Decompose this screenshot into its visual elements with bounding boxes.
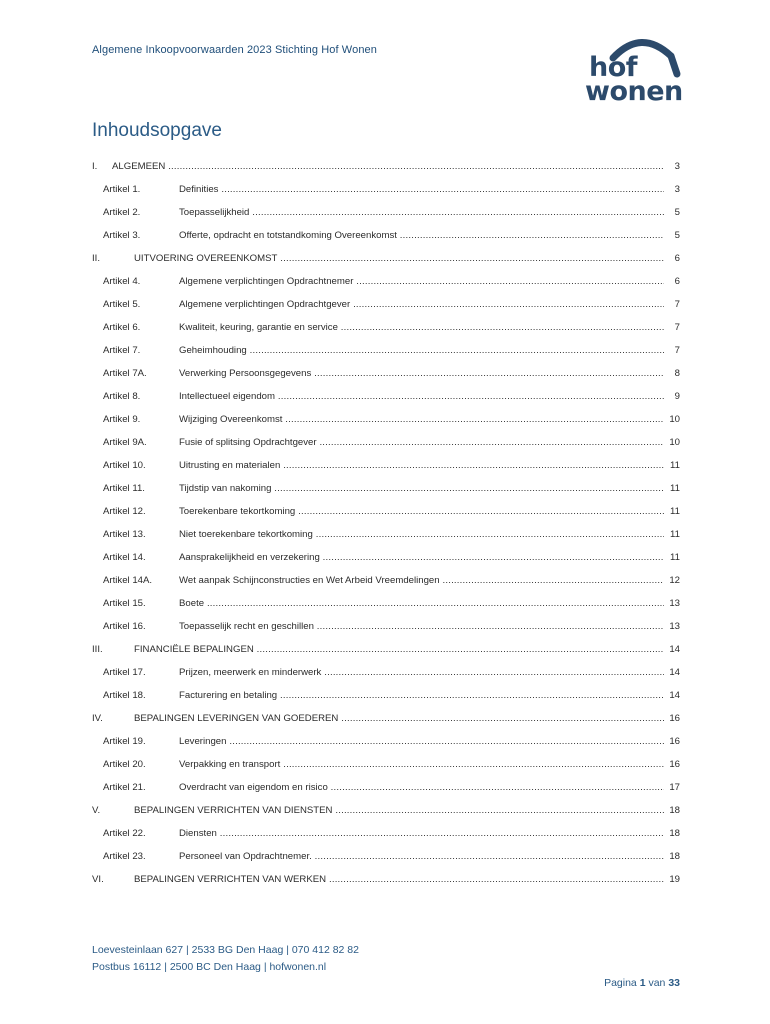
toc-entry-page: 14 xyxy=(664,644,680,655)
toc-entry-title[interactable]: Wijziging Overeenkomst ..... xyxy=(179,414,666,425)
toc-entry-number: Artikel 21. xyxy=(103,782,146,793)
toc-entry-title[interactable]: Fusie of splitsing Opdrachtgever ..... xyxy=(179,437,666,448)
toc-entry-number: Artikel 1. xyxy=(103,184,141,195)
toc-entry-number: Artikel 8. xyxy=(103,391,141,402)
table-of-contents xyxy=(92,157,680,893)
toc-entry-title[interactable]: Verpakking en transport ..... xyxy=(179,759,666,770)
toc-entry-title[interactable]: Definities ..... xyxy=(179,184,666,195)
toc-entry-page: 7 xyxy=(664,345,680,356)
toc-article-row[interactable] xyxy=(92,847,680,870)
toc-article-row[interactable] xyxy=(92,617,680,640)
toc-entry-page: 11 xyxy=(664,552,680,563)
toc-entry-title[interactable]: Boete ..... xyxy=(179,598,666,609)
toc-article-row[interactable] xyxy=(92,410,680,433)
toc-article-row[interactable] xyxy=(92,755,680,778)
toc-entry-page: 11 xyxy=(664,506,680,517)
toc-entry-title[interactable]: Overdracht van eigendom en risico ..... xyxy=(179,782,666,793)
toc-entry-page: 18 xyxy=(664,851,680,862)
toc-entry-page: 14 xyxy=(664,690,680,701)
toc-entry-title[interactable]: ALGEMEEN ..... xyxy=(112,161,666,172)
toc-entry-page: 10 xyxy=(664,414,680,425)
toc-entry-title[interactable]: Uitrusting en materialen ..... xyxy=(179,460,666,471)
toc-entry-title[interactable]: BEPALINGEN VERRICHTEN VAN WERKEN ..... xyxy=(134,874,666,885)
toc-entry-number: Artikel 14A. xyxy=(103,575,153,586)
toc-entry-page: 11 xyxy=(664,483,680,494)
page-number-separator: van xyxy=(648,977,666,989)
toc-entry-page: 3 xyxy=(664,184,680,195)
toc-article-row[interactable] xyxy=(92,364,680,387)
toc-entry-number: Artikel 6. xyxy=(103,322,141,333)
toc-entry-title[interactable]: Leveringen ..... xyxy=(179,736,666,747)
toc-entry-title[interactable]: Verwerking Persoonsgegevens ..... xyxy=(179,368,666,379)
toc-entry-title[interactable]: Diensten ..... xyxy=(179,828,666,839)
toc-entry-number: Artikel 4. xyxy=(103,276,141,287)
toc-entry-title[interactable]: Facturering en betaling ..... xyxy=(179,690,666,701)
toc-article-row[interactable] xyxy=(92,479,680,502)
toc-section-row[interactable] xyxy=(92,870,680,893)
toc-entry-title[interactable]: Toepasselijk recht en geschillen ..... xyxy=(179,621,666,632)
toc-article-row[interactable] xyxy=(92,318,680,341)
toc-entry-title[interactable]: UITVOERING OVEREENKOMST ..... xyxy=(134,253,666,264)
toc-entry-title[interactable]: BEPALINGEN VERRICHTEN VAN DIENSTEN ..... xyxy=(134,805,666,816)
page-number-prefix: Pagina xyxy=(604,977,637,989)
toc-entry-number: VI. xyxy=(92,874,104,885)
toc-entry-number: Artikel 7A. xyxy=(103,368,147,379)
toc-entry-page: 16 xyxy=(664,736,680,747)
toc-entry-number: Artikel 12. xyxy=(103,506,146,517)
toc-entry-page: 18 xyxy=(664,805,680,816)
toc-article-row[interactable] xyxy=(92,663,680,686)
toc-entry-number: Artikel 2. xyxy=(103,207,141,218)
toc-section-row[interactable] xyxy=(92,801,680,824)
toc-article-row[interactable] xyxy=(92,272,680,295)
document-header-title: Algemene Inkoopvoorwaarden 2023 Stichting Hof Wonen xyxy=(92,44,377,56)
toc-entry-page: 5 xyxy=(664,207,680,218)
toc-entry-number: Artikel 16. xyxy=(103,621,146,632)
toc-section-row[interactable] xyxy=(92,640,680,663)
footer-address xyxy=(92,942,359,976)
toc-entry-number: V. xyxy=(92,805,101,816)
toc-entry-page: 7 xyxy=(664,322,680,333)
toc-article-row[interactable] xyxy=(92,732,680,755)
toc-entry-number: Artikel 10. xyxy=(103,460,146,471)
toc-article-row[interactable] xyxy=(92,341,680,364)
toc-entry-page: 6 xyxy=(664,276,680,287)
toc-article-row[interactable] xyxy=(92,203,680,226)
toc-entry-page: 14 xyxy=(664,667,680,678)
toc-entry-page: 16 xyxy=(664,713,680,724)
toc-entry-number: Artikel 23. xyxy=(103,851,146,862)
toc-article-row[interactable] xyxy=(92,433,680,456)
toc-entry-number: Artikel 14. xyxy=(103,552,146,563)
toc-entry-title[interactable]: Tijdstip van nakoming ..... xyxy=(179,483,666,494)
toc-entry-page: 13 xyxy=(664,598,680,609)
page-number-current: 1 xyxy=(639,977,646,989)
toc-entry-title[interactable]: Aansprakelijkheid en verzekering ..... xyxy=(179,552,666,563)
toc-entry-number: Artikel 13. xyxy=(103,529,146,540)
toc-article-row[interactable] xyxy=(92,456,680,479)
toc-entry-page: 17 xyxy=(664,782,680,793)
toc-entry-page: 18 xyxy=(664,828,680,839)
toc-entry-title[interactable]: Offerte, opdracht en totstandkoming Overeenkomst ..... xyxy=(179,230,666,241)
footer-line-postal-address: Postbus 16112 | 2500 BC Den Haag | hofwonen.nl xyxy=(92,961,327,973)
toc-entry-title[interactable]: Personeel van Opdrachtnemer. ..... xyxy=(179,851,666,862)
toc-entry-title[interactable]: Prijzen, meerwerk en minderwerk ..... xyxy=(179,667,666,678)
toc-entry-number: Artikel 20. xyxy=(103,759,146,770)
toc-article-row[interactable] xyxy=(92,295,680,318)
toc-entry-page: 8 xyxy=(664,368,680,379)
toc-entry-number: Artikel 3. xyxy=(103,230,141,241)
toc-article-row[interactable] xyxy=(92,387,680,410)
page-title: Inhoudsopgave xyxy=(92,120,222,141)
toc-article-row[interactable] xyxy=(92,502,680,525)
toc-entry-number: Artikel 18. xyxy=(103,690,146,701)
toc-entry-title[interactable]: Wet aanpak Schijnconstructies en Wet Arbeid Vreemdelingen ..... xyxy=(179,575,666,586)
toc-entry-page: 7 xyxy=(664,299,680,310)
toc-article-row[interactable] xyxy=(92,548,680,571)
toc-entry-number: III. xyxy=(92,644,103,655)
toc-entry-title[interactable]: FINANCIËLE BEPALINGEN ..... xyxy=(134,644,666,655)
toc-entry-page: 3 xyxy=(664,161,680,172)
toc-article-row[interactable] xyxy=(92,226,680,249)
hof-wonen-logo xyxy=(583,34,683,106)
toc-article-row[interactable] xyxy=(92,778,680,801)
toc-entry-page: 16 xyxy=(664,759,680,770)
toc-article-row[interactable] xyxy=(92,571,680,594)
toc-article-row[interactable] xyxy=(92,180,680,203)
toc-entry-title[interactable]: Toerekenbare tekortkoming ..... xyxy=(179,506,666,517)
toc-section-row[interactable] xyxy=(92,249,680,272)
toc-entry-title[interactable]: BEPALINGEN LEVERINGEN VAN GOEDEREN ..... xyxy=(134,713,666,724)
logo-word-hof: hof xyxy=(589,52,638,83)
toc-entry-number: Artikel 5. xyxy=(103,299,141,310)
page-number xyxy=(604,977,680,989)
toc-entry-page: 9 xyxy=(664,391,680,402)
toc-entry-page: 13 xyxy=(664,621,680,632)
toc-entry-number: Artikel 11. xyxy=(103,483,145,494)
toc-entry-number: Artikel 7. xyxy=(103,345,141,356)
toc-entry-page: 19 xyxy=(664,874,680,885)
toc-entry-title[interactable]: Kwaliteit, keuring, garantie en service ..... xyxy=(179,322,666,333)
toc-entry-page: 12 xyxy=(664,575,680,586)
toc-entry-number: IV. xyxy=(92,713,103,724)
toc-entry-number: II. xyxy=(92,253,100,264)
toc-entry-number: I. xyxy=(92,161,98,172)
toc-entry-title[interactable]: Toepasselijkheid ..... xyxy=(179,207,666,218)
toc-entry-number: Artikel 17. xyxy=(103,667,146,678)
toc-entry-title[interactable]: Intellectueel eigendom ..... xyxy=(179,391,666,402)
toc-entry-title[interactable]: Algemene verplichtingen Opdrachtgever ..... xyxy=(179,299,666,310)
toc-entry-page: 6 xyxy=(664,253,680,264)
toc-entry-title[interactable]: Niet toerekenbare tekortkoming ..... xyxy=(179,529,666,540)
toc-entry-page: 11 xyxy=(664,460,680,471)
toc-entry-number: Artikel 15. xyxy=(103,598,146,609)
toc-entry-page: 10 xyxy=(664,437,680,448)
toc-entry-title[interactable]: Algemene verplichtingen Opdrachtnemer ..... xyxy=(179,276,666,287)
toc-entry-number: Artikel 19. xyxy=(103,736,146,747)
toc-article-row[interactable] xyxy=(92,824,680,847)
toc-entry-page: 11 xyxy=(664,529,680,540)
toc-entry-title[interactable]: Geheimhouding ..... xyxy=(179,345,666,356)
footer-line-visit-address: Loevesteinlaan 627 | 2533 BG Den Haag | 070 412 82 82 xyxy=(92,944,359,956)
toc-article-row[interactable] xyxy=(92,594,680,617)
page-number-total: 33 xyxy=(668,977,680,989)
toc-section-row[interactable] xyxy=(92,709,680,732)
toc-entry-page: 5 xyxy=(664,230,680,241)
toc-entry-number: Artikel 22. xyxy=(103,828,146,839)
toc-entry-number: Artikel 9. xyxy=(103,414,141,425)
toc-article-row[interactable] xyxy=(92,686,680,709)
toc-article-row[interactable] xyxy=(92,525,680,548)
logo-word-wonen: wonen xyxy=(585,76,683,107)
toc-section-row[interactable] xyxy=(92,157,680,180)
toc-entry-number: Artikel 9A. xyxy=(103,437,147,448)
